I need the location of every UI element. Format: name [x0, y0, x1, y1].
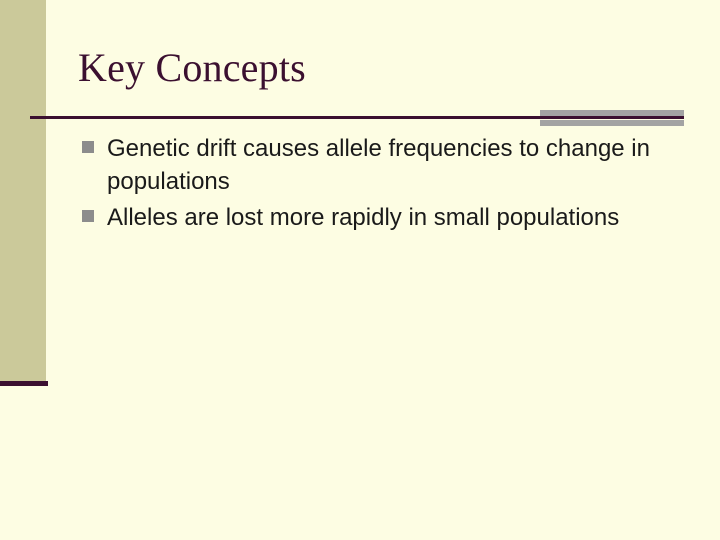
- title-rule-gray-accent-lower: [540, 120, 684, 126]
- square-bullet-icon: [82, 141, 94, 153]
- square-bullet-icon: [82, 210, 94, 222]
- left-accent-band-edge: [0, 381, 48, 386]
- list-item: [82, 201, 692, 234]
- slide-title: Key Concepts: [78, 45, 306, 90]
- left-accent-band: [0, 0, 46, 382]
- list-item: [82, 132, 692, 198]
- bullet-text: Genetic drift causes allele frequencies to change in populations: [107, 135, 650, 195]
- title-rule: [30, 116, 684, 119]
- bullet-list: [82, 132, 692, 237]
- bullet-text: Alleles are lost more rapidly in small populations: [107, 204, 620, 231]
